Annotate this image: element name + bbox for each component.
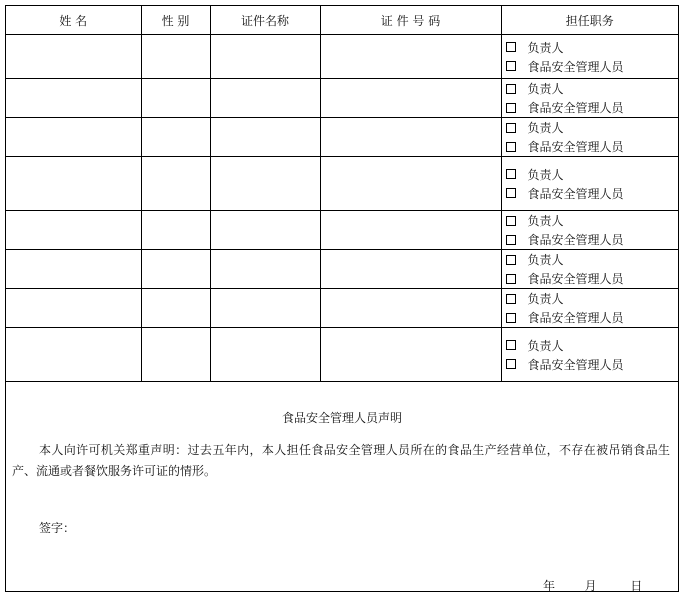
cell-name[interactable] bbox=[6, 328, 141, 382]
role-option-manager[interactable] bbox=[502, 289, 679, 308]
checkbox[interactable] bbox=[506, 340, 516, 350]
table-row bbox=[6, 211, 678, 250]
cell-id-type[interactable] bbox=[210, 289, 320, 328]
cell-role bbox=[501, 289, 678, 328]
cell-id-type[interactable] bbox=[210, 211, 320, 250]
role-option-label: 负责人 bbox=[527, 121, 564, 135]
table-header-row bbox=[6, 6, 678, 35]
role-option-label: 负责人 bbox=[527, 292, 564, 306]
checkbox[interactable] bbox=[506, 294, 516, 304]
header-id-type: 证件名称 bbox=[210, 6, 320, 35]
header-name: 姓 名 bbox=[6, 6, 141, 35]
role-option-label: 负责人 bbox=[527, 167, 564, 182]
role-option-label: 食品安全管理人员 bbox=[527, 272, 624, 286]
cell-role bbox=[501, 35, 678, 79]
cell-gender[interactable] bbox=[141, 211, 210, 250]
checkbox[interactable] bbox=[506, 255, 516, 265]
declaration-section bbox=[6, 382, 678, 591]
checkbox[interactable] bbox=[506, 188, 516, 198]
role-option-safety-officer[interactable] bbox=[502, 137, 679, 156]
role-option-safety-officer[interactable] bbox=[502, 57, 679, 76]
table-row bbox=[6, 79, 678, 118]
date-day-label: 日 bbox=[630, 579, 643, 593]
cell-name[interactable] bbox=[6, 35, 141, 79]
cell-id-type[interactable] bbox=[210, 35, 320, 79]
header-role: 担任职务 bbox=[501, 6, 678, 35]
role-option-safety-officer[interactable] bbox=[502, 308, 679, 327]
header-gender: 性 别 bbox=[141, 6, 210, 35]
role-option-safety-officer[interactable] bbox=[502, 98, 679, 117]
role-option-safety-officer[interactable] bbox=[502, 230, 679, 249]
cell-id-number[interactable] bbox=[320, 211, 501, 250]
role-option-manager[interactable] bbox=[502, 250, 679, 269]
table-row bbox=[6, 250, 678, 289]
checkbox[interactable] bbox=[506, 142, 516, 152]
checkbox[interactable] bbox=[506, 103, 516, 113]
cell-id-type[interactable] bbox=[210, 118, 320, 157]
role-option-label: 食品安全管理人员 bbox=[527, 101, 624, 115]
cell-name[interactable] bbox=[6, 211, 141, 250]
role-option-label: 食品安全管理人员 bbox=[527, 233, 624, 247]
cell-role bbox=[501, 250, 678, 289]
cell-role bbox=[501, 211, 678, 250]
role-option-label: 食品安全管理人员 bbox=[527, 186, 624, 201]
cell-id-number[interactable] bbox=[320, 328, 501, 382]
cell-gender[interactable] bbox=[141, 79, 210, 118]
cell-id-number[interactable] bbox=[320, 79, 501, 118]
cell-id-type[interactable] bbox=[210, 157, 320, 211]
role-option-safety-officer[interactable] bbox=[502, 269, 679, 288]
cell-id-type[interactable] bbox=[210, 250, 320, 289]
checkbox[interactable] bbox=[506, 123, 516, 133]
cell-name[interactable] bbox=[6, 157, 141, 211]
checkbox[interactable] bbox=[506, 216, 516, 226]
cell-id-number[interactable] bbox=[320, 250, 501, 289]
role-option-label: 负责人 bbox=[527, 214, 564, 228]
role-option-label: 食品安全管理人员 bbox=[527, 59, 624, 74]
table-row bbox=[6, 35, 678, 79]
cell-role bbox=[501, 79, 678, 118]
checkbox[interactable] bbox=[506, 359, 516, 369]
role-option-safety-officer[interactable] bbox=[502, 184, 679, 203]
declaration-body: 本人向许可机关郑重声明：过去五年内，本人担任食品安全管理人员所在的食品生产经营单位，不存在被吊销食品生产、流通或者餐饮服务许可证的情形。 bbox=[12, 443, 670, 478]
signature-label[interactable]: 签字： bbox=[39, 521, 76, 535]
table-row bbox=[6, 118, 678, 157]
role-option-manager[interactable] bbox=[502, 38, 679, 57]
cell-id-number[interactable] bbox=[320, 35, 501, 79]
cell-name[interactable] bbox=[6, 289, 141, 328]
date-line[interactable] bbox=[543, 577, 642, 594]
table-row bbox=[6, 289, 678, 328]
cell-id-number[interactable] bbox=[320, 118, 501, 157]
cell-role bbox=[501, 328, 678, 382]
table-row bbox=[6, 328, 678, 382]
role-option-safety-officer[interactable] bbox=[502, 355, 679, 374]
role-option-manager[interactable] bbox=[502, 336, 679, 355]
checkbox[interactable] bbox=[506, 274, 516, 284]
cell-gender[interactable] bbox=[141, 157, 210, 211]
role-option-label: 食品安全管理人员 bbox=[527, 140, 624, 154]
role-option-manager[interactable] bbox=[502, 79, 679, 98]
role-option-label: 负责人 bbox=[527, 40, 564, 55]
checkbox[interactable] bbox=[506, 169, 516, 179]
table-row bbox=[6, 157, 678, 211]
role-option-label: 负责人 bbox=[527, 82, 564, 96]
checkbox[interactable] bbox=[506, 313, 516, 323]
cell-gender[interactable] bbox=[141, 328, 210, 382]
checkbox[interactable] bbox=[506, 84, 516, 94]
role-option-manager[interactable] bbox=[502, 211, 679, 230]
role-option-label: 食品安全管理人员 bbox=[527, 311, 624, 325]
cell-name[interactable] bbox=[6, 250, 141, 289]
date-month-label: 月 bbox=[584, 579, 597, 593]
checkbox[interactable] bbox=[506, 235, 516, 245]
cell-role bbox=[501, 157, 678, 211]
cell-id-number[interactable] bbox=[320, 157, 501, 211]
role-option-manager[interactable] bbox=[502, 165, 679, 184]
cell-name[interactable] bbox=[6, 118, 141, 157]
role-option-label: 负责人 bbox=[527, 338, 564, 353]
cell-name[interactable] bbox=[6, 79, 141, 118]
role-option-label: 负责人 bbox=[527, 253, 564, 267]
declaration-title: 食品安全管理人员声明 bbox=[281, 411, 402, 425]
role-option-manager[interactable] bbox=[502, 118, 679, 137]
cell-id-type[interactable] bbox=[210, 79, 320, 118]
checkbox[interactable] bbox=[506, 42, 516, 52]
cell-gender[interactable] bbox=[141, 35, 210, 79]
cell-id-number[interactable] bbox=[320, 289, 501, 328]
cell-gender[interactable] bbox=[141, 250, 210, 289]
header-id-number: 证 件 号 码 bbox=[320, 6, 501, 35]
checkbox[interactable] bbox=[506, 61, 516, 71]
cell-gender[interactable] bbox=[141, 289, 210, 328]
cell-role bbox=[501, 118, 678, 157]
date-year-label: 年 bbox=[543, 579, 556, 593]
cell-gender[interactable] bbox=[141, 118, 210, 157]
staff-table bbox=[6, 6, 678, 382]
role-option-label: 食品安全管理人员 bbox=[527, 357, 624, 372]
cell-id-type[interactable] bbox=[210, 328, 320, 382]
registration-form bbox=[5, 5, 679, 592]
